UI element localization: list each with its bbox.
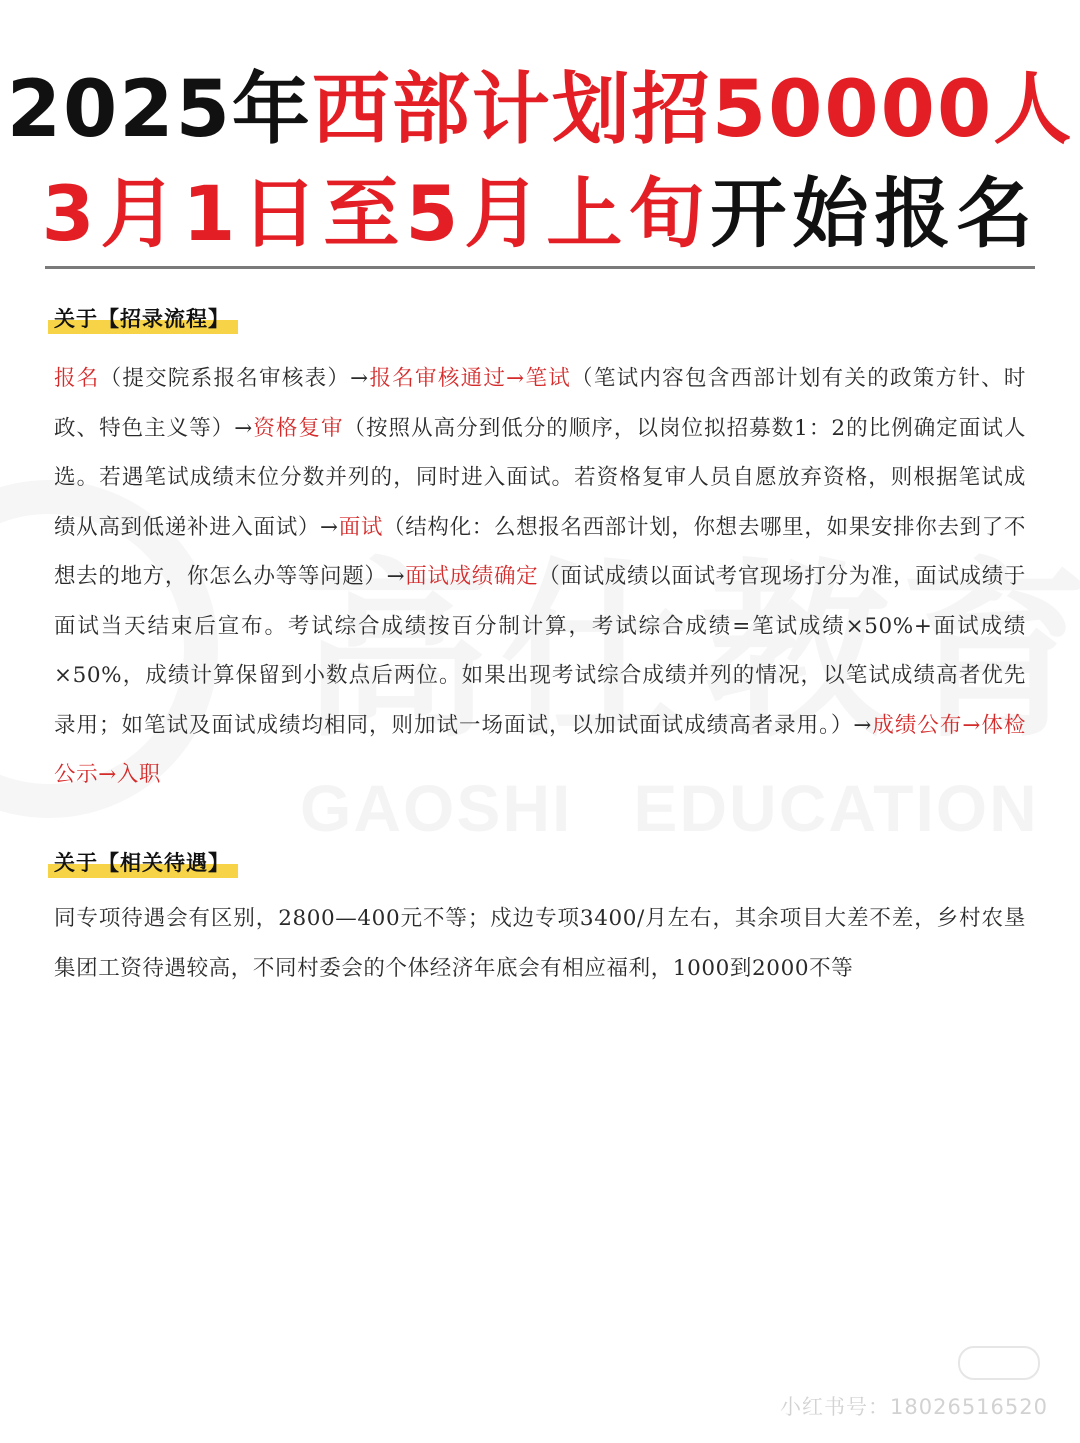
process-step-highlight: 资格复审 <box>252 415 344 441</box>
process-step-highlight: 面试 <box>338 514 384 540</box>
process-step-highlight: 成绩公布→体检公示→入职 <box>54 712 1027 787</box>
process-step-highlight: 报名审核通过→笔试 <box>368 366 572 391</box>
title-block <box>0 0 1080 266</box>
process-text: （面试成绩以面试考官现场打分为准，面试成绩于面试当天结束后宣布。考试综合成绩按百分制计算，考试综合成绩=笔试成绩×50%+面试成绩×50%，成绩计算保留到小数点后两位。如果出现考试综合成绩并列的情况，以笔试成绩高者优先录用；如笔试及面试成绩均相同，则加试一场面试，以加试面试成绩高者录用。）→ <box>54 564 1026 738</box>
account-id: 小红书号：18026516520 <box>780 1395 1048 1419</box>
process-step-highlight: 面试成绩确定 <box>405 564 539 589</box>
xiaohongshu-logo-icon <box>958 1346 1040 1380</box>
section-benefits <box>54 846 1026 993</box>
process-paragraph <box>54 354 1026 800</box>
process-text: （结构化：么想报名西部计划，你想去哪里，如果安排你去到了不想去的地方，你怎么办等等问题）→ <box>54 514 1026 589</box>
process-text: （提交院系报名审核表）→ <box>99 366 369 391</box>
section-heading <box>54 846 234 880</box>
process-text: （笔试内容包含西部计划有关的政策方针、时政、特色主义等）→ <box>54 366 1027 441</box>
title-action: 开始报名 <box>710 169 1039 258</box>
section-recruitment-process <box>54 302 1026 800</box>
title-divider <box>45 266 1035 269</box>
section-heading-text: 关于【相关待遇】 <box>54 850 230 875</box>
title-line-2 <box>0 162 1080 266</box>
process-step-highlight: 报名 <box>54 366 100 391</box>
title-line-1 <box>0 58 1080 162</box>
benefits-paragraph: 同专项待遇会有区别，2800—400元不等；戍边专项3400/月左右，其余项目大差不差，乡村农垦集团工资待遇较高，不同村委会的个体经济年底会有相应福利，1000到2000不等 <box>54 906 1026 981</box>
title-year: 2025年 <box>6 65 312 155</box>
section-heading-text: 关于【招录流程】 <box>54 306 230 331</box>
title-dates: 3月1日至5月上旬 <box>41 169 711 258</box>
title-headline: 西部计划招50000人 <box>311 65 1074 155</box>
section-heading <box>54 302 234 336</box>
process-text: （按照从高分到低分的顺序，以岗位拟招募数1：2的比例确定面试人选。若遇笔试成绩末位分数并列的，同时进入面试。若资格复审人员自愿放弃资格，则根据笔试成绩从高到低递补进入面试）→ <box>54 415 1026 540</box>
